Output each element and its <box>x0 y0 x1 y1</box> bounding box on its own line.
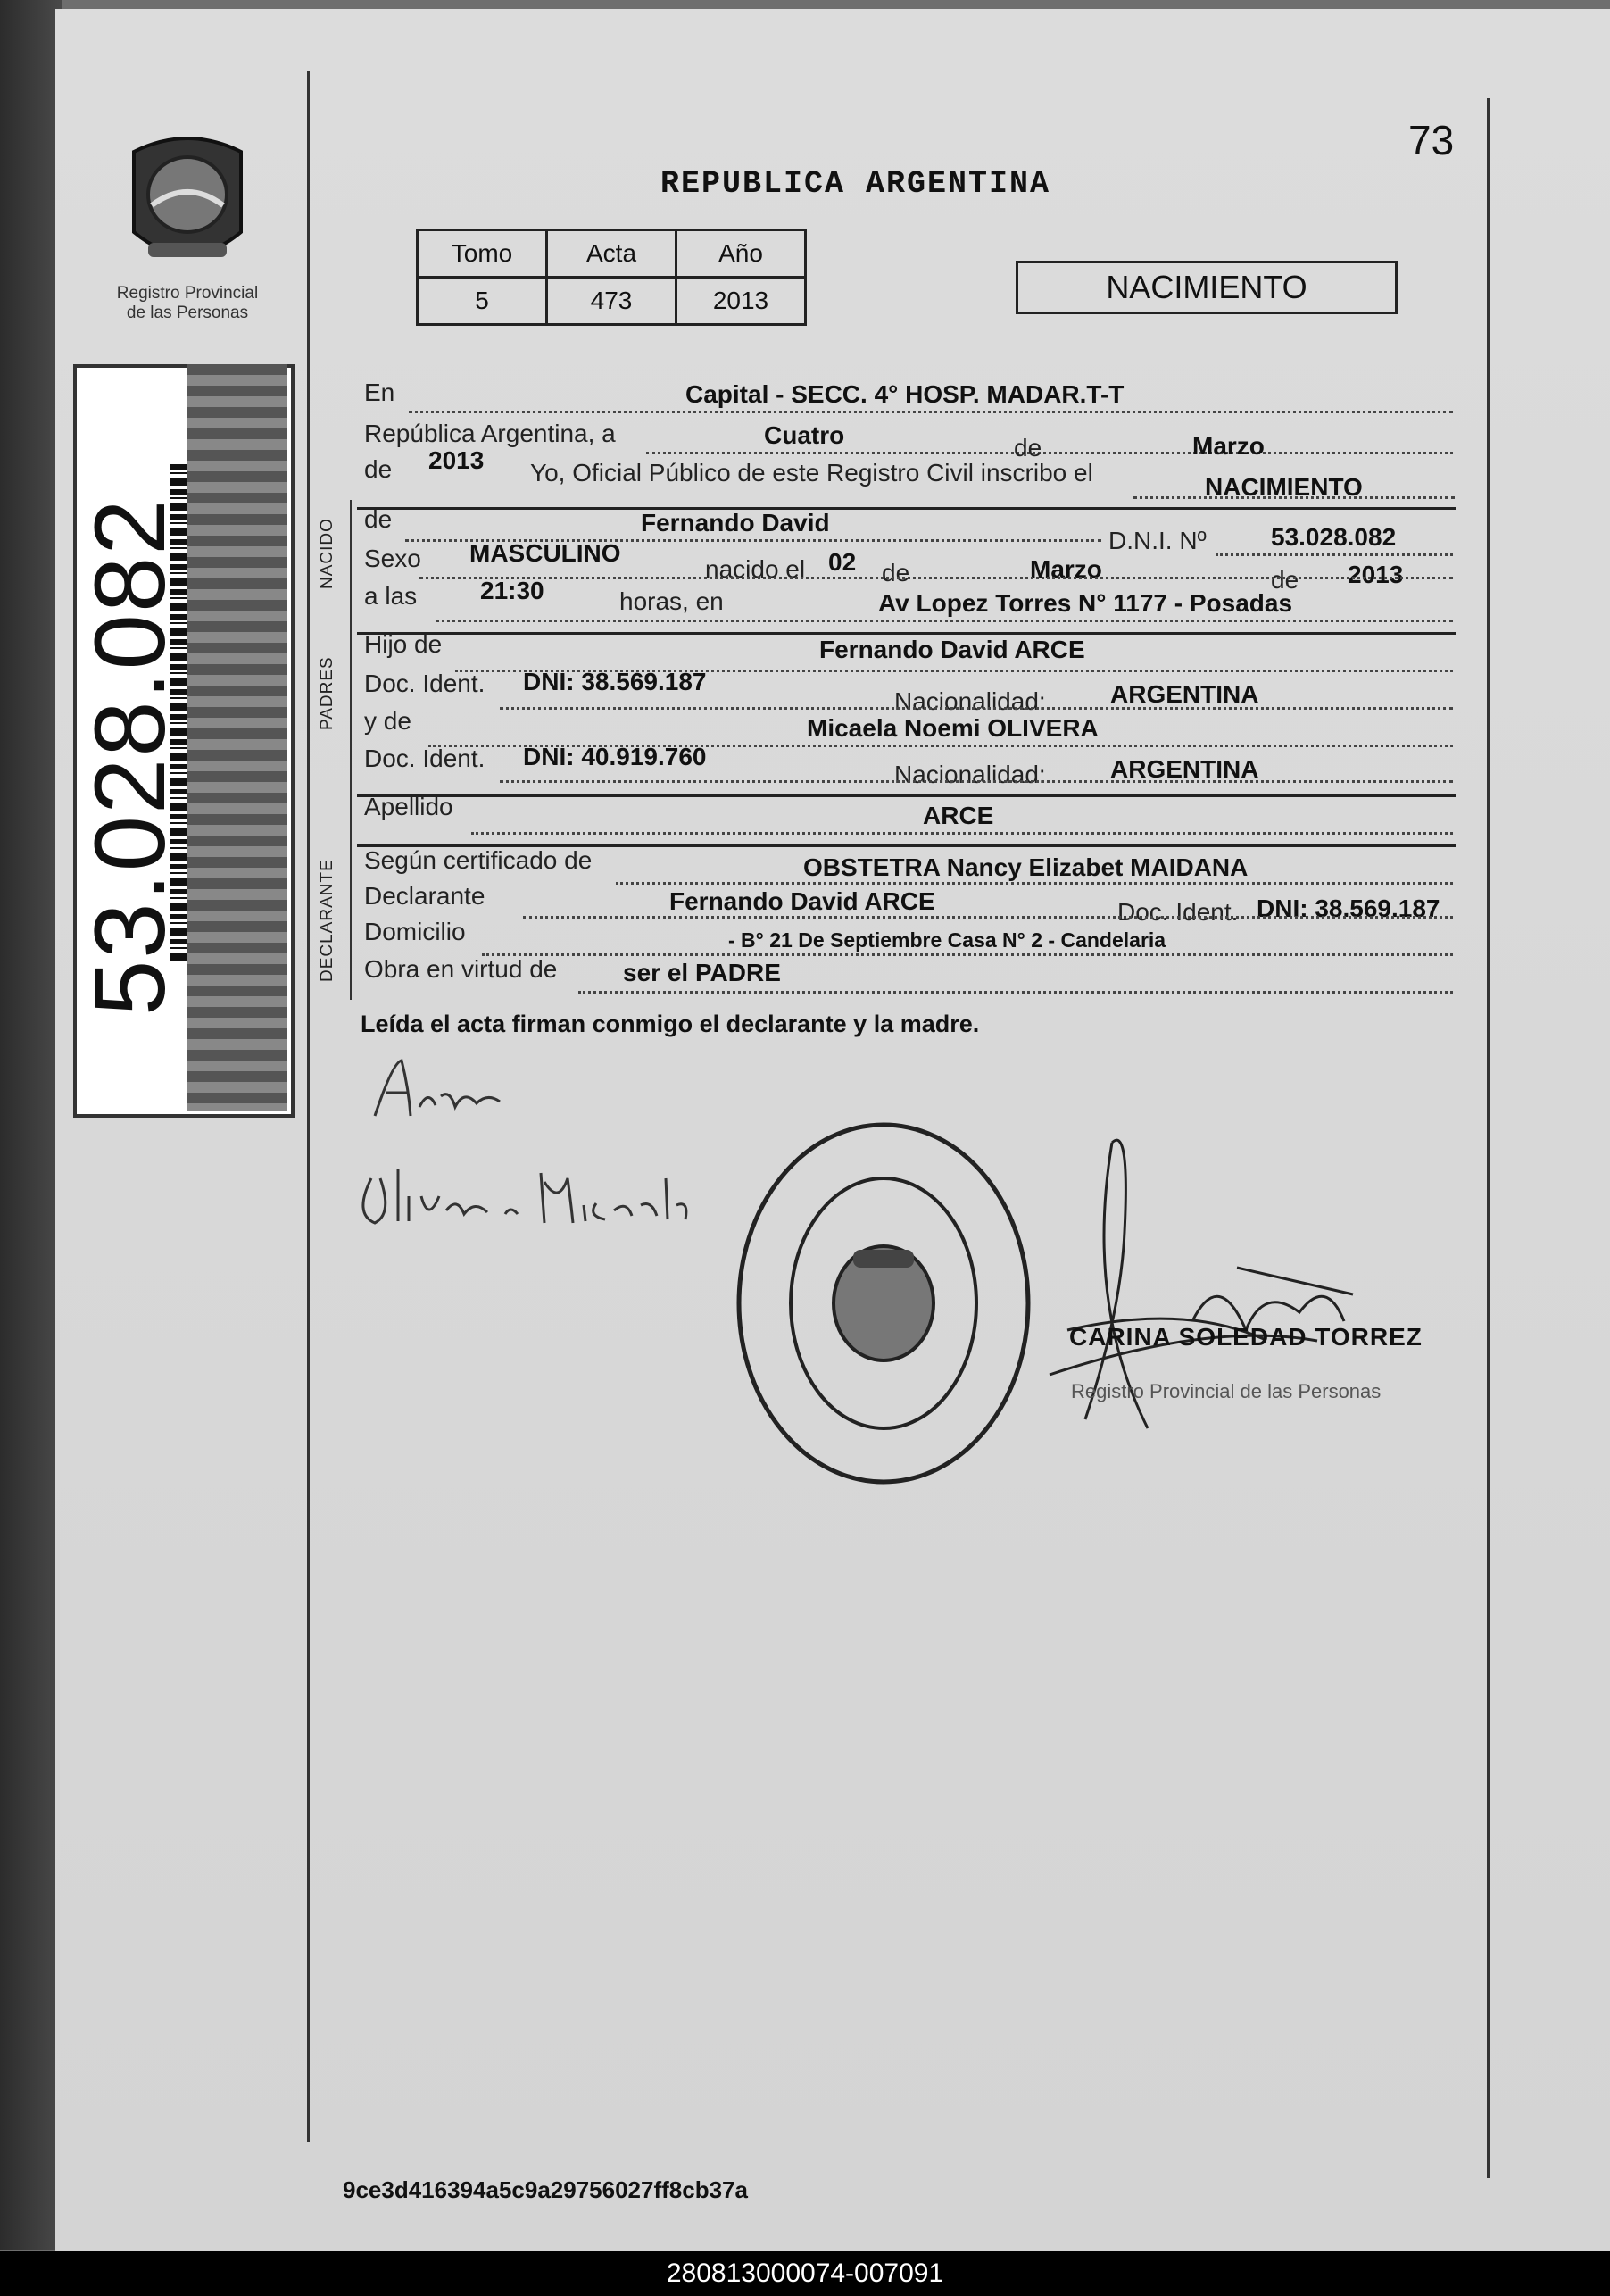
lugar-value: Av Lopez Torres N° 1177 - Posadas <box>878 589 1293 617</box>
year-value: 2013 <box>428 446 485 474</box>
record-value: 2013 <box>676 278 806 325</box>
record-value: 5 <box>418 278 547 325</box>
dotted-line <box>1216 553 1453 556</box>
nacido-de2-label: de <box>1271 566 1299 594</box>
page-number: 73 <box>1408 117 1455 163</box>
barcode-number: 53.028.082 <box>74 497 186 1016</box>
nacido-de-label: de <box>882 559 910 586</box>
segun-label: Según certificado de <box>364 846 593 874</box>
en-label: En <box>364 379 395 406</box>
nacido-label: nacido el <box>705 555 806 583</box>
nombre-value: Fernando David <box>641 509 830 537</box>
divider <box>357 794 1456 797</box>
dotted-line <box>500 780 1453 783</box>
dotted-line <box>500 707 1453 710</box>
doc2-value: DNI: 40.919.760 <box>523 743 707 770</box>
dotted-line <box>578 991 1453 994</box>
dotted-line <box>409 411 1453 413</box>
padre-value: Fernando David ARCE <box>819 636 1085 663</box>
section-line <box>350 500 352 1000</box>
apellido-value: ARCE <box>923 802 994 829</box>
record-value-row <box>418 278 806 325</box>
yde-label: y de <box>364 707 411 735</box>
padres-section-label: PADRES <box>318 656 336 730</box>
horas-label: horas, en <box>619 587 724 615</box>
domicilio-label: Domicilio <box>364 918 466 945</box>
nacido-section-label: NACIDO <box>318 518 336 589</box>
declarante-section-label: DECLARANTE <box>318 859 336 982</box>
nac1-label: Nacionalidad: <box>894 687 1046 715</box>
declarante-value: Fernando David ARCE <box>669 887 935 915</box>
page-title: REPUBLICA ARGENTINA <box>660 166 1051 202</box>
nac2-label: Nacionalidad: <box>894 761 1046 788</box>
dotted-line <box>482 953 1453 956</box>
footer-code: 280813000074-007091 <box>666 2259 944 2288</box>
left-margin-line <box>307 71 310 2142</box>
provincial-seal-icon <box>116 125 259 277</box>
record-header: Tomo <box>418 230 547 278</box>
day-value: Cuatro <box>764 421 845 449</box>
yo-label: Yo, Oficial Público de este Registro Civil inscribo el <box>530 459 1093 487</box>
barcode-sticker-border <box>187 364 287 1111</box>
record-type-box: NACIMIENTO <box>1016 261 1398 314</box>
dotted-line <box>616 882 1453 885</box>
nacido-day: 02 <box>828 548 857 576</box>
nacido-month: Marzo <box>1030 555 1102 583</box>
dotted-line <box>523 916 1453 919</box>
official-name: CARINA SOLEDAD TORREZ <box>1069 1323 1423 1351</box>
right-margin-line <box>1487 98 1490 2178</box>
alas-label: a las <box>364 582 418 610</box>
record-value: 473 <box>547 278 676 325</box>
en-value: Capital - SECC. 4° HOSP. MADAR.T-T <box>685 380 1125 408</box>
footer-code-strip <box>0 2251 1610 2296</box>
record-header: Acta <box>547 230 676 278</box>
record-header-row <box>418 230 806 278</box>
hijo-label: Hijo de <box>364 630 443 658</box>
declarante-label: Declarante <box>364 882 485 910</box>
domicilio-value: - B° 21 De Septiembre Casa N° 2 - Candelaria <box>728 928 1166 952</box>
obra-label: Obra en virtud de <box>364 955 558 983</box>
divider <box>357 632 1456 635</box>
doc1-label: Doc. Ident. <box>364 670 485 697</box>
doc3-value: DNI: 38.569.187 <box>1257 894 1440 922</box>
madre-value: Micaela Noemi OLIVERA <box>807 714 1099 742</box>
signature-olivera <box>353 1160 693 1241</box>
stamp-text <box>732 1500 1035 1501</box>
dotted-line <box>646 452 1453 454</box>
inscribe-value: NACIMIENTO <box>1205 473 1363 501</box>
registry-line-1: Registro Provincial <box>116 284 259 303</box>
nombre-label: de <box>364 505 393 533</box>
obra-value: ser el PADRE <box>623 959 781 986</box>
segun-value: OBSTETRA Nancy Elizabet MAIDANA <box>803 853 1249 881</box>
apellido-label: Apellido <box>364 793 453 820</box>
doc3-label: Doc. Ident. <box>1117 898 1239 926</box>
nac1-value: ARGENTINA <box>1110 680 1259 708</box>
divider <box>357 507 1456 510</box>
republica-label: República Argentina, a <box>364 420 616 447</box>
official-stamp <box>732 1116 1035 1491</box>
sexo-value: MASCULINO <box>469 539 621 567</box>
record-table <box>416 229 807 326</box>
signature-arce <box>366 1053 527 1125</box>
nac2-value: ARGENTINA <box>1110 755 1259 783</box>
doc1-value: DNI: 38.569.187 <box>523 668 707 695</box>
dotted-line <box>436 620 1453 622</box>
dni-label: D.N.I. Nº <box>1108 527 1207 554</box>
document-hash: 9ce3d416394a5c9a29756027ff8cb37a <box>343 2176 748 2203</box>
dotted-line <box>471 832 1453 835</box>
de-label: de <box>1014 434 1042 462</box>
hora-value: 21:30 <box>480 577 544 604</box>
nacido-year: 2013 <box>1348 561 1404 588</box>
leida-text: Leída el acta firman conmigo el declarante y la madre. <box>361 1011 980 1037</box>
official-org: Registro Provincial de las Personas <box>1071 1380 1382 1402</box>
de2-label: de <box>364 455 393 483</box>
sexo-label: Sexo <box>364 545 421 572</box>
record-header: Año <box>676 230 806 278</box>
book-spine <box>0 0 62 2250</box>
month-value: Marzo <box>1192 432 1265 460</box>
dotted-line <box>419 577 1453 579</box>
registry-line-2: de las Personas <box>126 304 249 322</box>
dni-value: 53.028.082 <box>1271 523 1397 551</box>
doc2-label: Doc. Ident. <box>364 745 485 772</box>
